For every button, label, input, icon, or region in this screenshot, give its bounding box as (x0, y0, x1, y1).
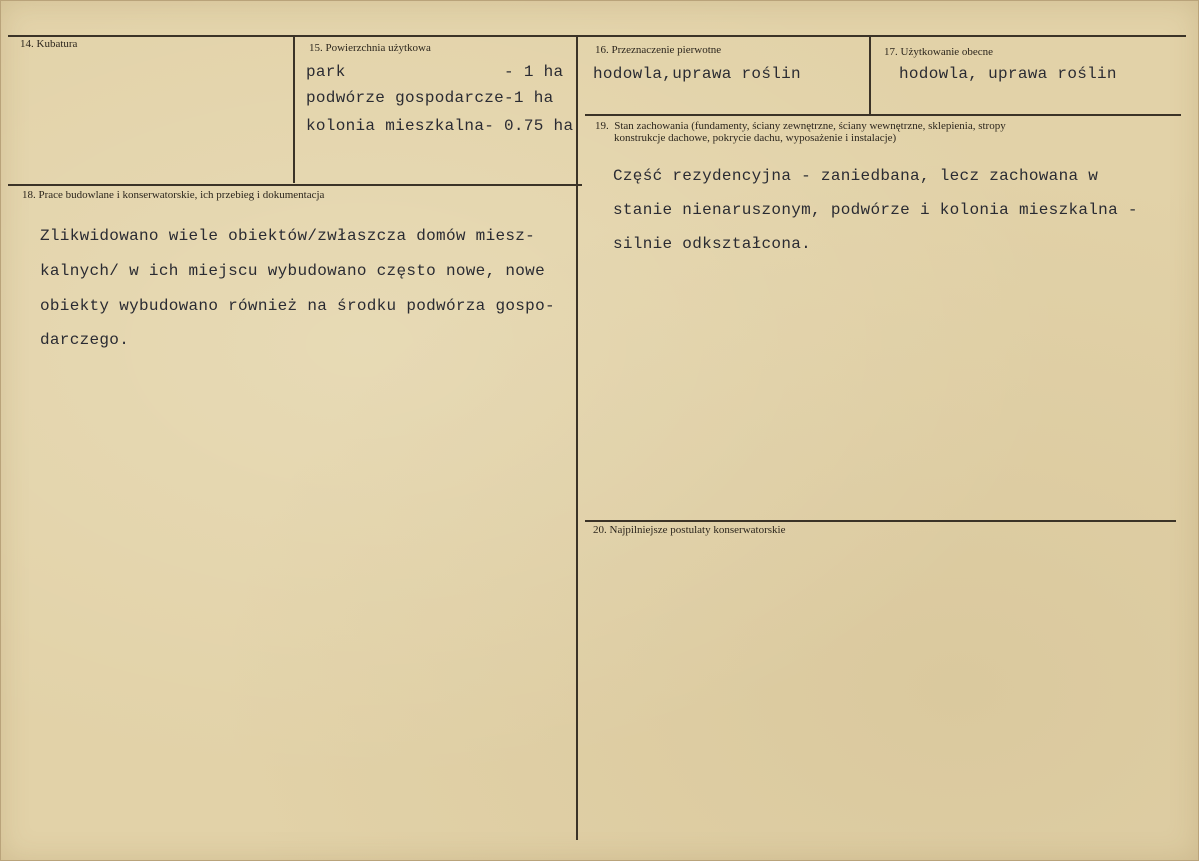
field-19-label-line-2: konstrukcje dachowe, pokrycie dachu, wyposażenie i instalacje) (614, 132, 897, 144)
field-17-value: hodowla, uprawa roślin (899, 65, 1117, 83)
rule-row-20-top (585, 520, 1176, 522)
rule-row-18-top (8, 184, 582, 186)
rule-top (8, 35, 1186, 37)
field-16-label: 16. Przeznaczenie pierwotne (595, 44, 722, 56)
field-19-line-3: silnie odkształcona. (613, 235, 812, 253)
field-17-label: 17. Użytkowanie obecne (884, 46, 994, 58)
field-14-label: 14. Kubatura (20, 38, 78, 50)
rule-row-19-top (585, 114, 1181, 116)
field-18-line-2: kalnych/ w ich miejscu wybudowano często nowe, nowe (40, 262, 545, 280)
field-18-label: 18. Prace budowlane i konserwatorskie, ich przebieg i dokumentacja (22, 189, 325, 201)
field-18-line-1: Zlikwidowano wiele obiektów/zwłaszcza domów miesz- (40, 227, 536, 245)
field-15-line-park: park - 1 ha (306, 63, 564, 81)
field-18-line-3: obiekty wybudowano również na środku podwórza gospo- (40, 297, 555, 315)
field-20-label: 20. Najpilniejsze postulaty konserwatorskie (593, 524, 786, 536)
rule-col-17-left (869, 37, 871, 114)
rule-col-15-left (293, 37, 295, 183)
field-15-line-yard: podwórze gospodarcze-1 ha (306, 89, 554, 107)
field-19-line-1: Część rezydencyjna - zaniedbana, lecz zachowana w (613, 167, 1099, 185)
field-19-line-2: stanie nienaruszonym, podwórze i kolonia mieszkalna - (613, 201, 1138, 219)
rule-col-main (576, 37, 578, 840)
field-15-label: 15. Powierzchnia użytkowa (309, 42, 431, 54)
field-18-line-4: darczego. (40, 331, 130, 349)
field-19-label-line-1: 19. Stan zachowania (fundamenty, ściany zewnętrzne, ściany wewnętrzne, sklepienia, stropy (595, 120, 1006, 132)
field-15-line-colony: kolonia mieszkalna- 0.75 ha (306, 117, 574, 135)
field-16-value: hodowla,uprawa roślin (593, 65, 801, 83)
